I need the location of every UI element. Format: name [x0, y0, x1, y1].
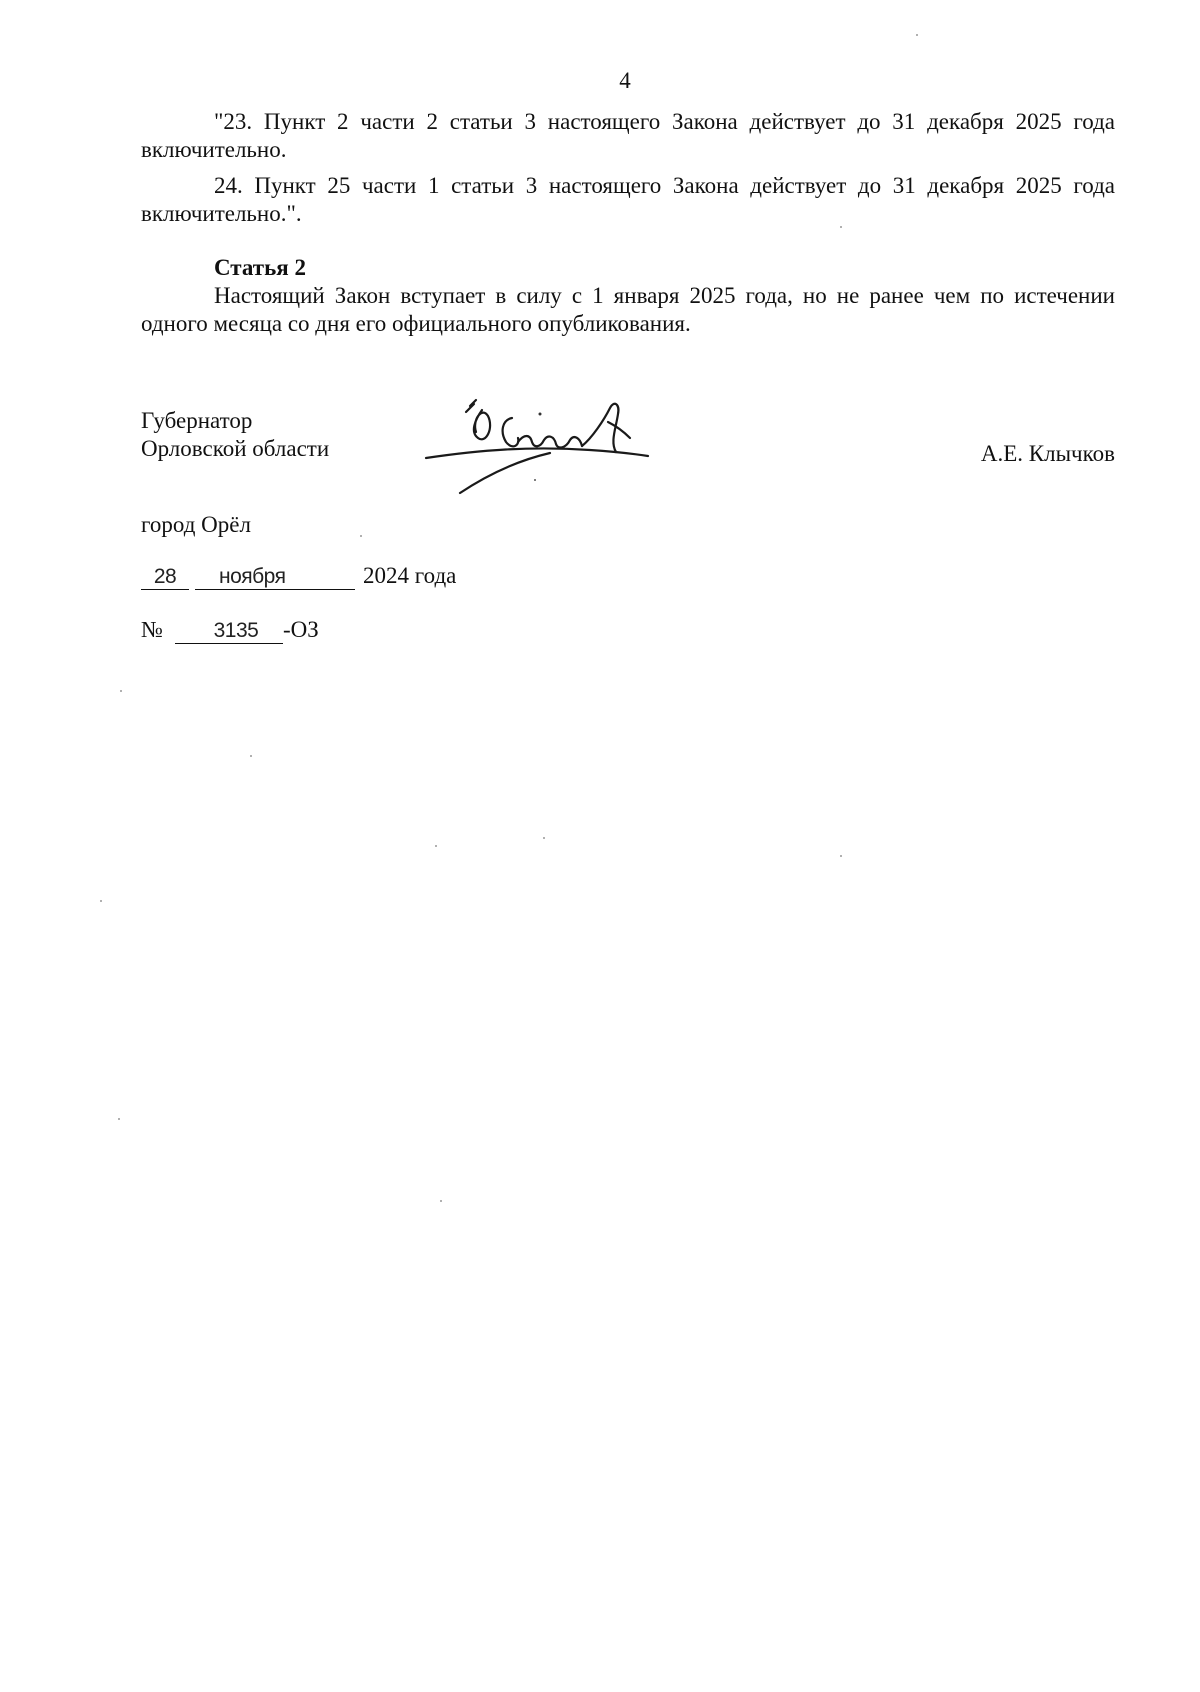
number-sign: № [141, 617, 163, 642]
scan-speck [840, 855, 842, 857]
handwritten-signature [420, 398, 660, 498]
signatory-name: А.Е. Клычков [980, 441, 1115, 466]
article-2-text: Настоящий Закон вступает в силу с 1 января 2025 года, но не ранее чем по истечении одного месяца со дня его официального опубликования. [141, 283, 1115, 336]
scan-speck [840, 226, 842, 228]
scan-speck [100, 900, 102, 902]
signing-date [141, 563, 456, 590]
document-body [141, 108, 1115, 346]
date-month-field [195, 565, 355, 590]
page-number: 4 [619, 68, 631, 93]
scan-speck [118, 1118, 120, 1120]
law-number-value: 3135 [213, 619, 259, 642]
signatory-title-line2: Орловской области [141, 436, 330, 461]
paragraph-24: 24. Пункт 25 части 1 статьи 3 настоящего Закона действует до 31 декабря 2025 года включительно.". [141, 173, 1115, 226]
date-month: ноября [219, 565, 286, 588]
law-number [141, 617, 319, 644]
signatory-title-line1: Губернатор [141, 408, 253, 433]
article-2-title: Статья 2 [214, 255, 306, 280]
scan-speck [360, 535, 362, 537]
law-number-suffix: -ОЗ [282, 617, 319, 642]
scan-speck [543, 837, 545, 839]
scan-speck [120, 690, 122, 692]
date-year: 2024 года [363, 563, 457, 588]
law-number-field [175, 619, 283, 644]
paragraph-23: "23. Пункт 2 части 2 статьи 3 настоящего Закона действует до 31 декабря 2025 года включительно. [141, 109, 1115, 162]
scan-speck [435, 845, 437, 847]
scan-speck [440, 1200, 442, 1202]
date-day: 28 [141, 565, 189, 590]
scan-speck [250, 755, 252, 757]
place-of-signing: город Орёл [141, 512, 251, 537]
scan-speck [916, 34, 918, 36]
signatory-title [141, 407, 329, 463]
